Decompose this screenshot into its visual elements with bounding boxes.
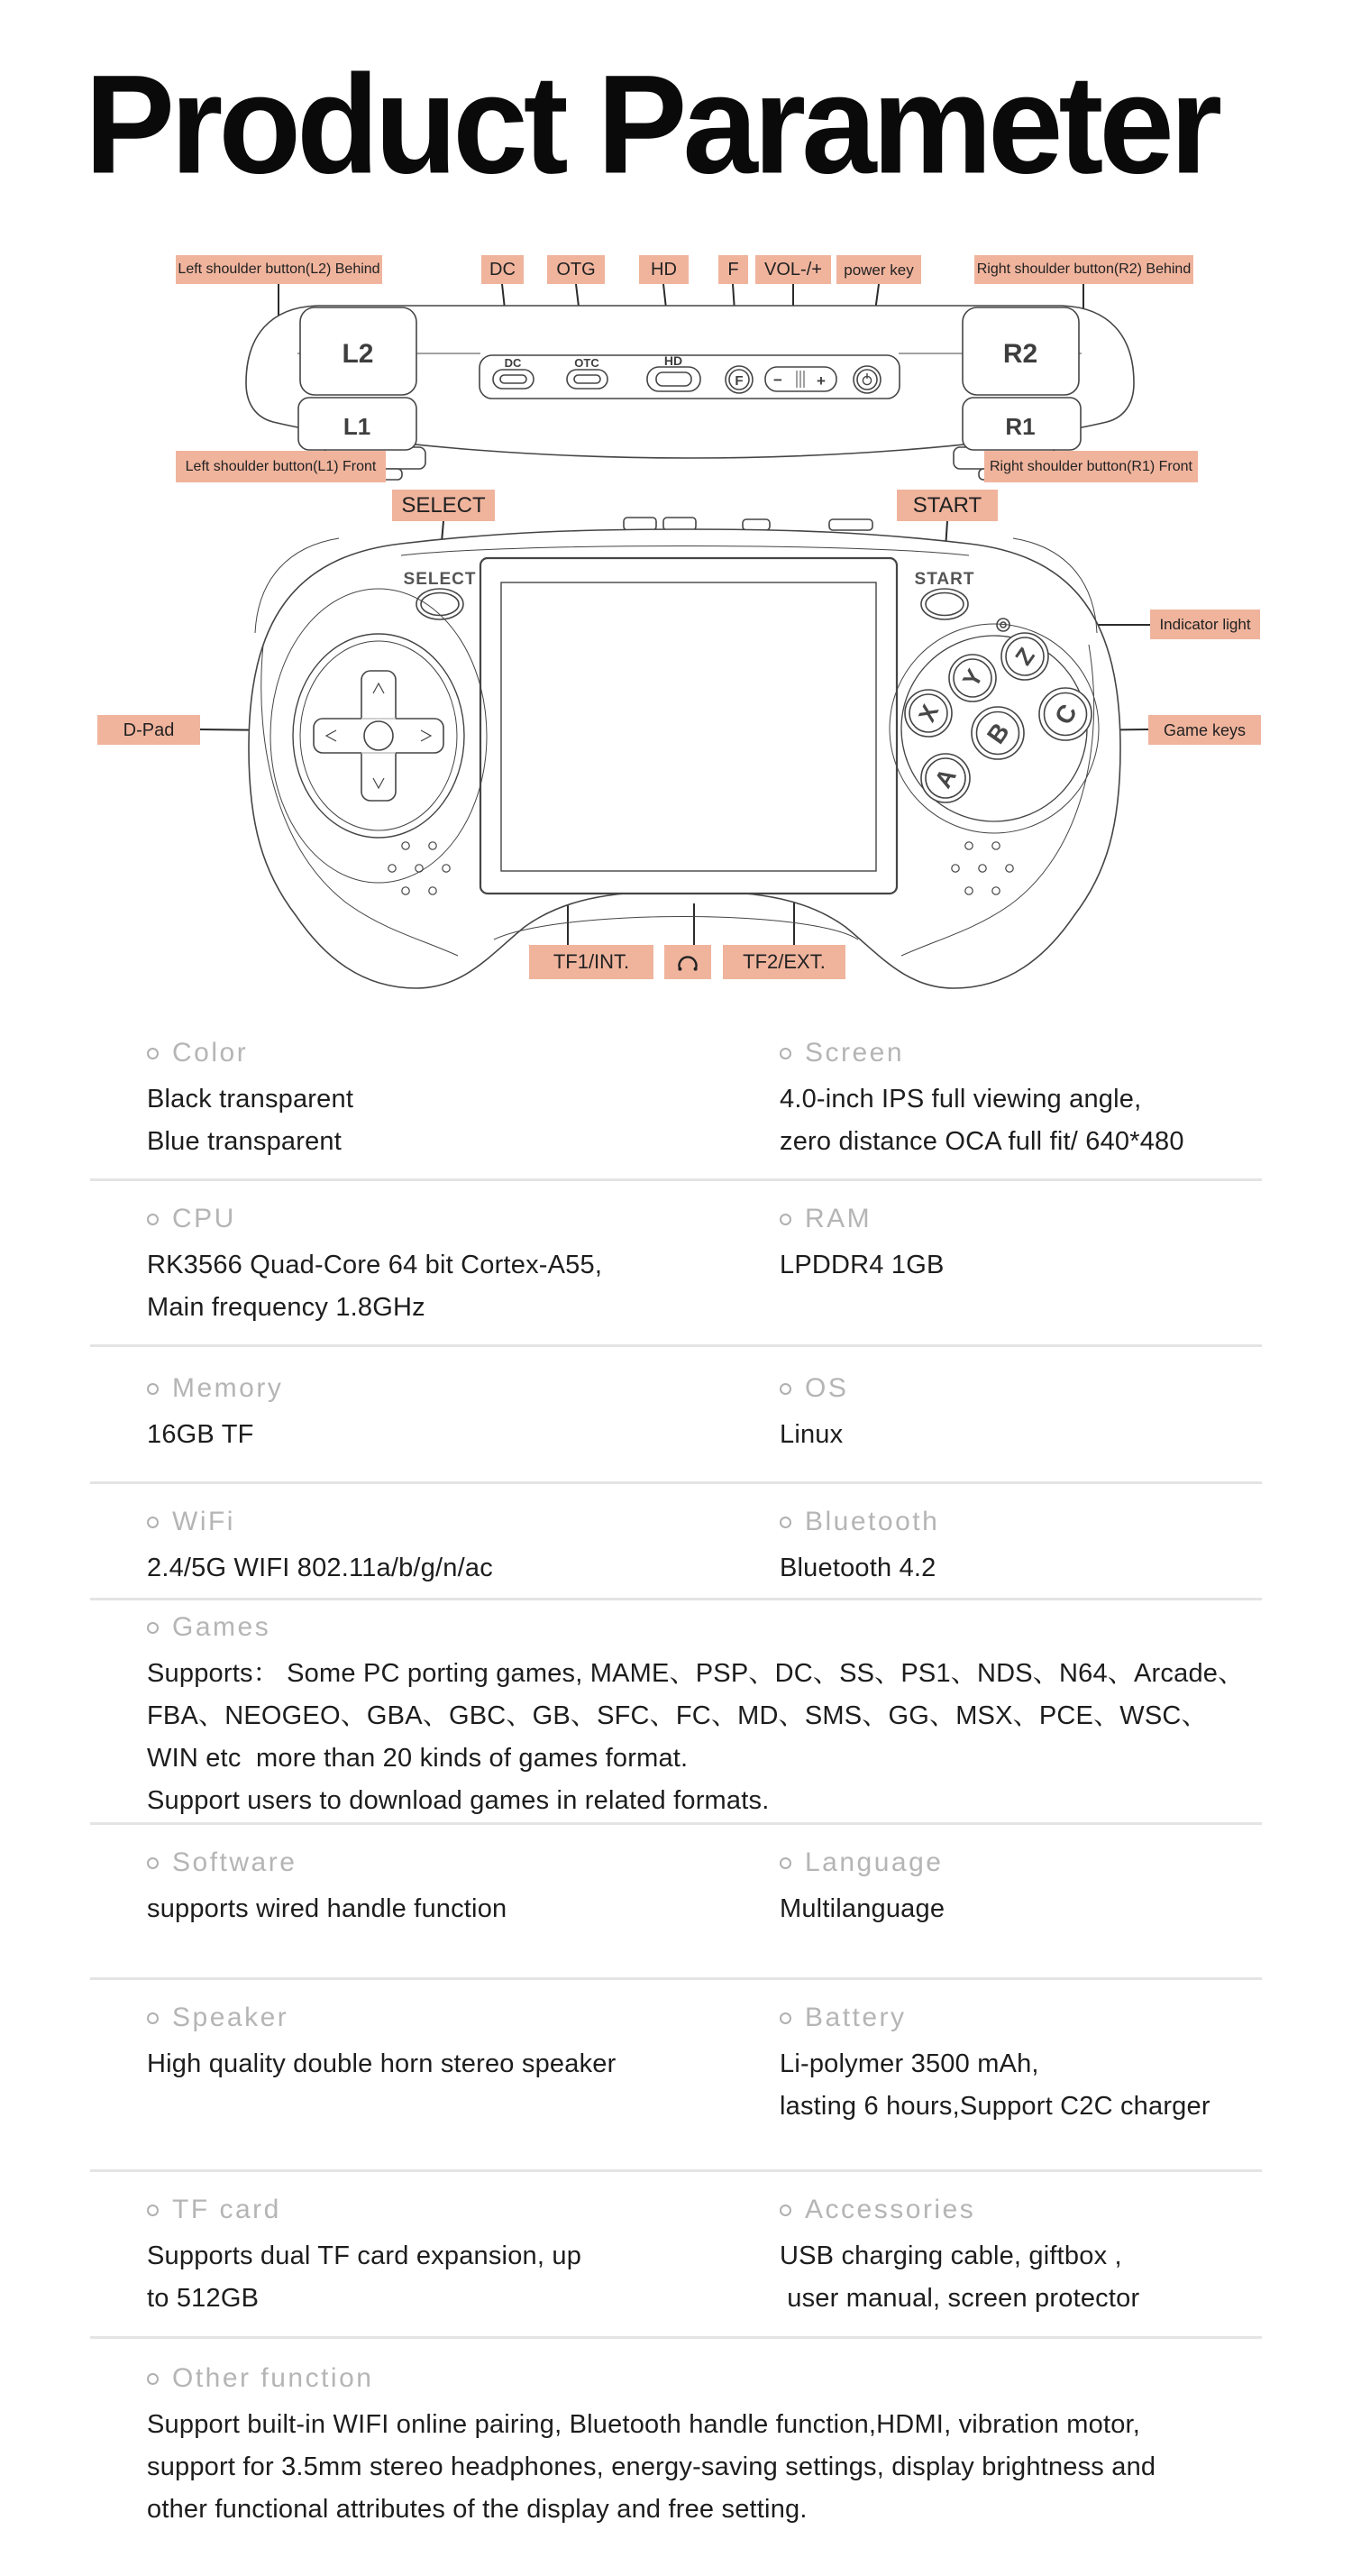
spec-heading-text: WiFi: [172, 1507, 235, 1536]
ring-bullet-icon: [147, 1048, 159, 1059]
button-a-mark: A: [929, 764, 962, 793]
spec-heading-text: Games: [172, 1612, 271, 1642]
spec-heading: [147, 1609, 1262, 1646]
spec-cell-tf-card: [147, 2192, 780, 2320]
headphone-icon: [675, 949, 700, 975]
spec-line: Bluetooth 4.2: [780, 1554, 936, 1582]
section-software-language: [90, 1822, 1262, 1977]
device-mark-start: START: [914, 570, 975, 589]
spec-heading: [147, 1504, 780, 1540]
spec-heading: [147, 1035, 780, 1071]
device-mark-f: F: [735, 373, 744, 389]
spec-line: LPDDR4 1GB: [780, 1251, 945, 1279]
spec-cell-screen: [780, 1035, 1262, 1163]
device-mark-r2: R2: [1002, 339, 1038, 369]
spec-cell-ram: [780, 1201, 1262, 1329]
spec-table: [90, 1028, 1262, 2531]
spec-heading-text: CPU: [172, 1204, 236, 1233]
label-game-keys: Game keys: [1148, 715, 1261, 745]
spec-line: other functional attributes of the display and free setting.: [147, 2495, 808, 2524]
device-mark-r1: R1: [1005, 413, 1036, 440]
spec-cell-cpu: [147, 1201, 780, 1329]
label-l2-behind: Left shoulder button(L2) Behind: [176, 255, 382, 284]
spec-line: USB charging cable, giftbox ,: [780, 2241, 1122, 2270]
spec-heading: [147, 2361, 1262, 2397]
label-r2-behind: Right shoulder button(R2) Behind: [974, 255, 1193, 284]
label-dc: DC: [481, 255, 524, 284]
spec-heading-text: OS: [805, 1373, 849, 1403]
spec-heading: [147, 2000, 780, 2036]
spec-heading-text: Color: [172, 1038, 249, 1068]
ring-bullet-icon: [780, 2012, 791, 2024]
spec-heading-text: Software: [172, 1847, 297, 1877]
spec-line: Linux: [780, 1420, 844, 1449]
section-speaker-battery: [90, 1977, 1262, 2169]
spec-cell-memory: [147, 1371, 780, 1456]
spec-heading-text: TF card: [172, 2195, 281, 2224]
spec-heading: [147, 1371, 780, 1407]
label-f: F: [718, 255, 748, 284]
section-games: [90, 1598, 1262, 1822]
spec-cell-other-function: [147, 2361, 1262, 2531]
spec-cell-bluetooth: [780, 1504, 1262, 1590]
spec-cell-software: [147, 1845, 780, 1930]
spec-heading: [780, 2000, 1262, 2036]
spec-line: 16GB TF: [147, 1420, 254, 1449]
spec-line: Support users to download games in related formats.: [147, 1786, 770, 1815]
spec-heading: [780, 1845, 1262, 1881]
spec-cell-wifi: [147, 1504, 780, 1590]
section-memory-os: [90, 1344, 1262, 1481]
button-x-mark: X: [912, 700, 945, 727]
label-otg: OTG: [547, 255, 605, 284]
spec-heading-text: RAM: [805, 1204, 872, 1233]
label-dpad: D-Pad: [97, 715, 200, 745]
spec-line: 2.4/5G WIFI 802.11a/b/g/n/ac: [147, 1554, 493, 1582]
front-view-diagram: [249, 518, 1120, 988]
spec-heading-text: Memory: [172, 1373, 284, 1403]
spec-line: Blue transparent: [147, 1127, 342, 1156]
ring-bullet-icon: [147, 1517, 159, 1528]
section-wifi-bluetooth: [90, 1481, 1262, 1598]
label-start: START: [897, 490, 998, 521]
ring-bullet-icon: [780, 1517, 791, 1528]
device-mark-otc: OTC: [574, 356, 599, 370]
spec-line: Main frequency 1.8GHz: [147, 1293, 425, 1322]
spec-cell-os: [780, 1371, 1262, 1456]
section-other-function: [90, 2336, 1262, 2531]
spec-heading: [147, 2192, 780, 2228]
section-color-screen: [90, 1028, 1262, 1178]
label-tf1-int: TF1/INT.: [529, 945, 653, 979]
spec-line: High quality double horn stereo speaker: [147, 2049, 617, 2078]
button-b-mark: B: [981, 718, 1015, 749]
device-mark-dc: DC: [504, 356, 522, 370]
spec-line: zero distance OCA full fit/ 640*480: [780, 1127, 1184, 1156]
label-power-key: power key: [836, 255, 921, 284]
label-vol: VOL-/+: [755, 255, 831, 284]
volume-minus-mark: −: [773, 371, 782, 389]
spec-heading-text: Speaker: [172, 2003, 289, 2032]
spec-heading-text: Bluetooth: [805, 1507, 940, 1536]
page-title: Product Parameter: [85, 45, 1219, 203]
ring-bullet-icon: [780, 2205, 791, 2216]
section-cpu-ram: [90, 1178, 1262, 1344]
spec-heading-text: Accessories: [805, 2195, 976, 2224]
spec-line: Multilanguage: [780, 1894, 945, 1923]
spec-heading: [780, 1371, 1262, 1407]
button-z-mark: Z: [1009, 642, 1040, 671]
spec-line: Black transparent: [147, 1085, 354, 1114]
spec-line: supports wired handle function: [147, 1894, 507, 1923]
button-y-mark: Y: [956, 664, 989, 692]
ring-bullet-icon: [147, 1383, 159, 1395]
label-indicator-light: Indicator light: [1150, 610, 1260, 639]
spec-line: Supports： Some PC porting games, MAME、PSP、DC、SS、PS1、NDS、N64、Arcade、: [147, 1659, 1245, 1688]
button-c-mark: C: [1048, 699, 1083, 729]
spec-heading-text: Battery: [805, 2003, 907, 2032]
volume-plus-mark: +: [817, 372, 826, 390]
spec-heading: [780, 1201, 1262, 1237]
spec-line: RK3566 Quad-Core 64 bit Cortex-A55,: [147, 1251, 603, 1279]
ring-bullet-icon: [780, 1857, 791, 1869]
spec-heading-text: Screen: [805, 1038, 905, 1068]
spec-line: WIN etc more than 20 kinds of games format.: [147, 1744, 689, 1773]
spec-line: Support built-in WIFI online pairing, Bluetooth handle function,HDMI, vibration motor,: [147, 2410, 1141, 2439]
ring-bullet-icon: [147, 2012, 159, 2024]
label-select: SELECT: [392, 490, 495, 521]
spec-heading: [780, 1035, 1262, 1071]
screen-bezel: [480, 558, 897, 894]
ring-bullet-icon: [780, 1214, 791, 1225]
spec-cell-accessories: [780, 2192, 1262, 2320]
label-l1-front: Left shoulder button(L1) Front: [176, 451, 386, 482]
label-headphone: [664, 945, 711, 979]
spec-line: FBA、NEOGEO、GBA、GBC、GB、SFC、FC、MD、SMS、GG、MSX、PCE、WSC、: [147, 1701, 1208, 1730]
spec-cell-games: [147, 1609, 1262, 1822]
spec-heading-text: Language: [805, 1847, 944, 1877]
console-diagram: [0, 0, 1352, 1010]
spec-line: 4.0-inch IPS full viewing angle,: [780, 1085, 1142, 1114]
ring-bullet-icon: [780, 1383, 791, 1395]
device-mark-select: SELECT: [403, 570, 477, 589]
spec-line: to 512GB: [147, 2284, 260, 2313]
label-r1-front: Right shoulder button(R1) Front: [984, 451, 1198, 482]
spec-cell-language: [780, 1845, 1262, 1930]
ring-bullet-icon: [147, 2373, 159, 2385]
spec-cell-battery: [780, 2000, 1262, 2128]
device-mark-l2: L2: [342, 339, 374, 369]
spec-line: support for 3.5mm stereo headphones, energy-saving settings, display brightness and: [147, 2452, 1156, 2481]
spec-heading: [147, 1845, 780, 1881]
spec-line: lasting 6 hours,Support C2C charger: [780, 2092, 1210, 2121]
spec-line: Li-polymer 3500 mAh,: [780, 2049, 1039, 2078]
spec-heading: [780, 1504, 1262, 1540]
spec-cell-color: [147, 1035, 780, 1163]
spec-heading: [147, 1201, 780, 1237]
label-hd: HD: [639, 255, 689, 284]
ring-bullet-icon: [147, 1622, 159, 1634]
section-tfcard-accessories: [90, 2169, 1262, 2336]
ring-bullet-icon: [147, 1214, 159, 1225]
device-mark-l1: L1: [343, 413, 371, 440]
spec-line: user manual, screen protector: [780, 2284, 1140, 2313]
ring-bullet-icon: [147, 2205, 159, 2216]
spec-cell-speaker: [147, 2000, 780, 2128]
device-mark-hd: HD: [663, 353, 683, 368]
spec-line: Supports dual TF card expansion, up: [147, 2241, 582, 2270]
spec-heading-text: Other function: [172, 2363, 374, 2393]
ring-bullet-icon: [780, 1048, 791, 1059]
spec-heading: [780, 2192, 1262, 2228]
label-tf2-ext: TF2/EXT.: [723, 945, 845, 979]
ring-bullet-icon: [147, 1857, 159, 1869]
